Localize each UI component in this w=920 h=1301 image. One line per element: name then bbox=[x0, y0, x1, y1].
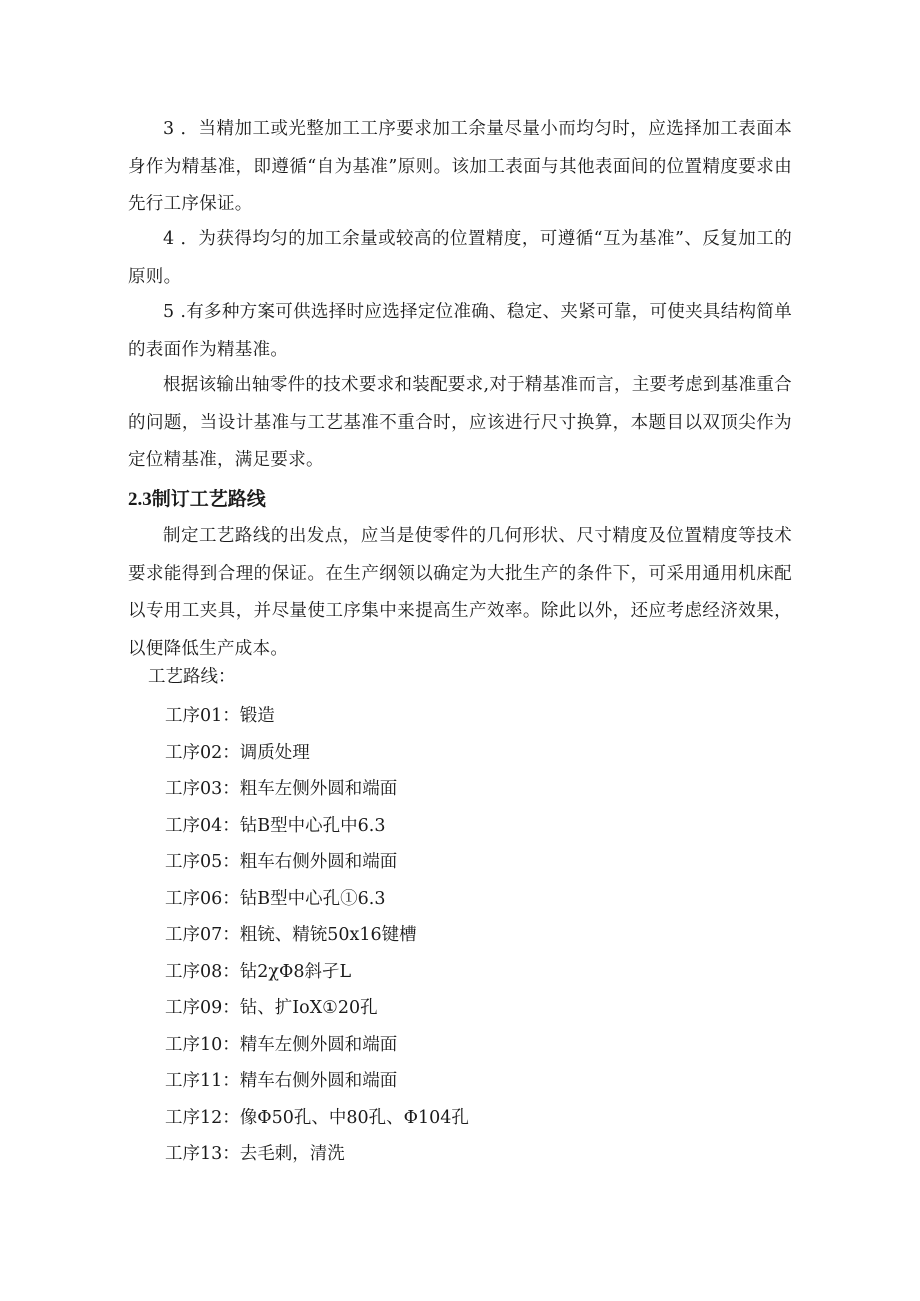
process-step: 工序09：钻、扩IoX①20孔 bbox=[165, 998, 378, 1018]
process-step: 工序02：调质处理 bbox=[165, 742, 310, 763]
paragraph-principle-5: 5 .有多种方案可供选择时应选择定位准确、稳定、夹紧可靠，可使夹具结构简单的表面作为精基准。 bbox=[128, 302, 792, 360]
process-route-label: 工艺路线： bbox=[148, 667, 236, 687]
process-step: 工序10：精车左侧外圆和端面 bbox=[165, 1034, 398, 1055]
section-intro-paragraph: 制定工艺路线的出发点，应当是使零件的几何形状、尺寸精度及位置精度等技术要求能得到合理的保证。在生产纲领以确定为大批生产的条件下，可采用通用机床配以专用工夹具，并尽量使工序集中来提高生产效率。除此以外，还应考虑经济效果，以便降低生产成本。 bbox=[128, 526, 792, 659]
paragraph-principle-3: 3 ．当精加工或光整加工工序要求加工余量尽量小而均匀时，应选择加工表面本身作为精基准，即遵循“自为基准”原则。该加工表面与其他表面间的位置精度要求由先行工序保证。 bbox=[128, 119, 792, 214]
section-heading bbox=[128, 484, 266, 515]
process-step: 工序03：粗车左侧外圆和端面 bbox=[165, 779, 398, 799]
process-step: 工序13：去毛刺，清洗 bbox=[165, 1144, 345, 1164]
section-number: 2.3 bbox=[128, 489, 152, 510]
process-step: 工序05：粗车右侧外圆和端面 bbox=[165, 852, 398, 872]
process-step: 工序11：精车右侧外圆和端面 bbox=[165, 1071, 398, 1091]
process-step-list bbox=[165, 701, 469, 1176]
paragraph-principle-4: 4 ．为获得均匀的加工余量或较高的位置精度，可遵循“互为基准”、反复加工的原则。 bbox=[128, 229, 792, 287]
process-step: 工序04：钻B型中心孔中6.3 bbox=[165, 815, 386, 836]
process-step: 工序01：锻造 bbox=[165, 706, 275, 726]
process-step: 工序12：像Φ50孔、中80孔、Φ104孔 bbox=[165, 1107, 469, 1128]
process-step: 工序06：钻B型中心孔①6.3 bbox=[165, 888, 386, 909]
section-title: 制订工艺路线 bbox=[151, 488, 266, 510]
paragraph-datum-selection: 根据该输出轴零件的技术要求和装配要求,对于精基准而言，主要考虑到基准重合的问题，当设计基准与工艺基准不重合时，应该进行尺寸换算，本题目以双顶尖作为定位精基准，满足要求。 bbox=[128, 375, 792, 470]
process-step: 工序08：钻2χΦ8斜孑L bbox=[165, 961, 352, 982]
process-step: 工序07：粗铳、精铳50x16键槽 bbox=[165, 925, 417, 945]
